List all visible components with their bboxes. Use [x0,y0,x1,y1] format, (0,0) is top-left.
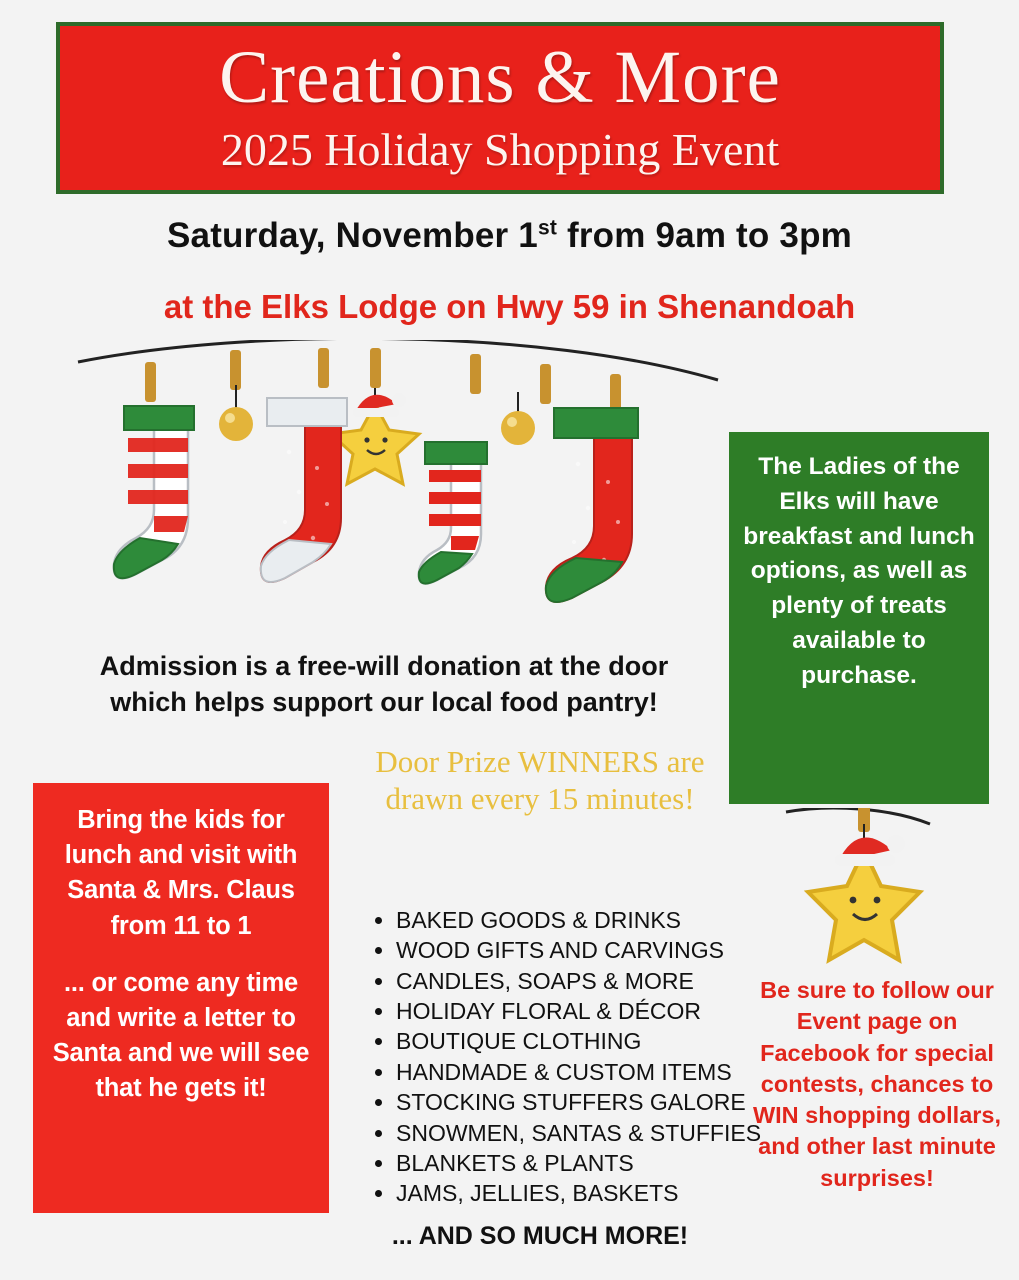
list-item: • BLANKETS & PLANTS [396,1148,796,1178]
santa-visit-paragraph-1: Bring the kids for lunch and visit with Santa & Mrs. Claus from 11 to 1 [64,806,298,940]
admission-line-2: which helps support our local food pantry! [110,687,658,718]
vendor-items-list [360,905,796,1209]
list-item: • BOUTIQUE CLOTHING [396,1026,796,1056]
admission-line-1: Admission is a free-will donation at the door [99,651,669,681]
event-date-prefix: Saturday, November 1 [166,216,538,255]
event-location: at the Elks Lodge on Hwy 59 in Shenandoah [163,288,856,325]
admission-note [48,648,720,721]
event-date [0,216,1019,256]
santa-visit-paragraph-2: ... or come any time and write a letter to Santa and we will see that he gets it! [52,968,310,1103]
event-date-ordinal: st [537,216,558,240]
event-time: from 9am to 3pm [557,216,852,255]
list-item: • HOLIDAY FLORAL & DÉCOR [396,996,796,1026]
stockings-garland-illustration [70,340,730,630]
list-item: • HANDMADE & CUSTOM ITEMS [396,1057,796,1087]
star-ornament-icon [780,808,945,968]
list-item: • CANDLES, SOAPS & MORE [396,966,796,996]
header-banner [56,22,944,194]
door-prize-note: Door Prize WINNERS are drawn every 15 minutes! [375,744,705,816]
list-item: • JAMS, JELLIES, BASKETS [396,1178,796,1208]
santa-visit-box [33,783,329,1213]
and-so-much-more-text: ... AND SO MUCH MORE! [391,1222,689,1250]
list-item: • SNOWMEN, SANTAS & STUFFIES [396,1118,796,1148]
page-subtitle: 2025 Holiday Shopping Event [220,124,780,175]
facebook-follow-note: Be sure to follow our Event page on Facebook for special contests, chances to WIN shopping dollars, and other last minute surprises! [752,977,1002,1191]
ladies-of-the-elks-box: The Ladies of the Elks will have breakfast and lunch options, as well as plenty of treats available to purchase. [729,432,989,804]
list-item: • WOOD GIFTS AND CARVINGS [396,935,796,965]
list-item: • STOCKING STUFFERS GALORE [396,1087,796,1117]
page-title: Creations & More [219,36,781,119]
list-item: • BAKED GOODS & DRINKS [396,905,796,935]
